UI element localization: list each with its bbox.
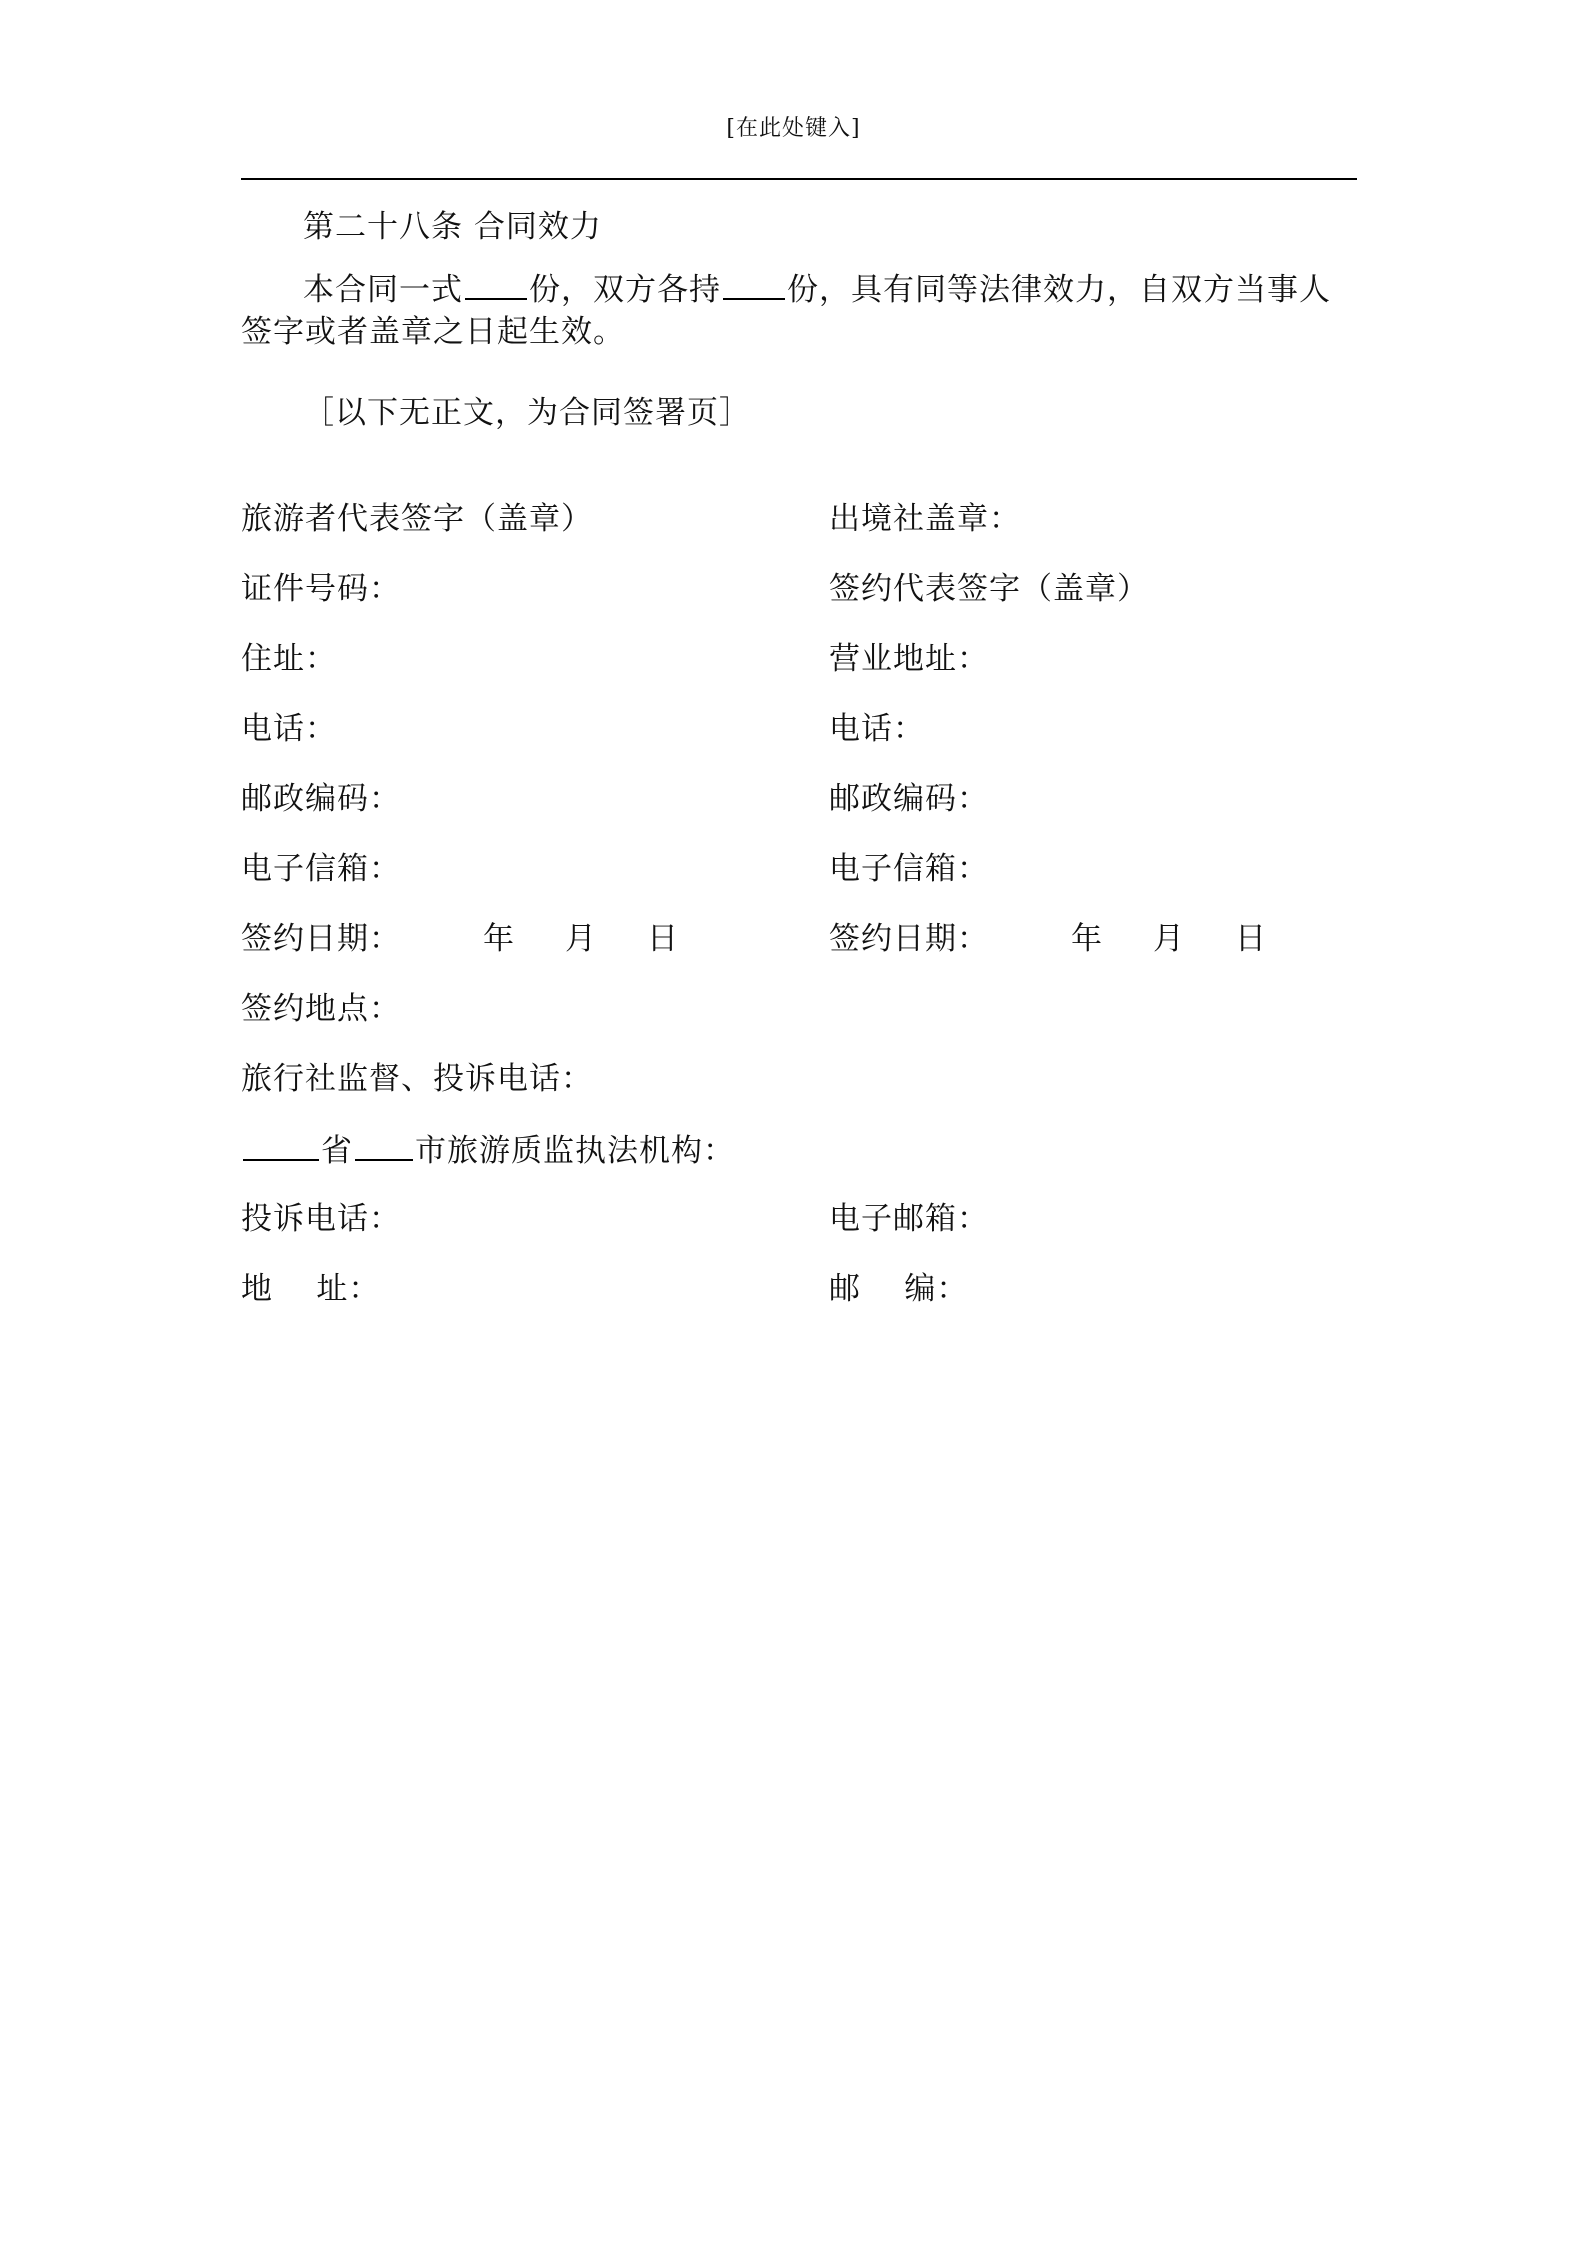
agency-postcode-label: 邮政编码： — [829, 781, 989, 817]
copies-total-blank[interactable] — [465, 266, 527, 300]
tourist-sign-date — [241, 917, 679, 961]
tourist-date-year: 年 — [483, 921, 515, 957]
authority-postcode-label: 邮 编： — [829, 1271, 969, 1307]
signature-row-2 — [241, 567, 1357, 611]
authority-label: 市旅游质监执法机构： — [415, 1133, 735, 1169]
signature-row-3 — [241, 637, 1357, 681]
paragraph-part-2: 份，双方各持 — [529, 272, 721, 308]
supervision-row-3 — [241, 1197, 1357, 1241]
authority-email-label: 电子邮箱： — [829, 1201, 989, 1237]
agency-sign-date — [829, 917, 1267, 961]
city-blank[interactable] — [355, 1127, 413, 1161]
tourist-rep-signature-label: 旅游者代表签字（盖章） — [241, 501, 593, 537]
page-header: [在此处键入] — [726, 116, 861, 141]
supervision-row-2 — [241, 1127, 1357, 1171]
signature-row-8 — [241, 987, 1357, 1031]
agency-date-label: 签约日期： — [829, 921, 989, 957]
agency-complaint-phone-label: 旅行社监督、投诉电话： — [241, 1061, 593, 1097]
province-blank[interactable] — [243, 1127, 319, 1161]
complaint-phone-label: 投诉电话： — [241, 1201, 401, 1237]
tourist-date-day: 日 — [647, 921, 679, 957]
signature-row-5 — [241, 777, 1357, 821]
authority-line — [241, 1127, 735, 1173]
signature-row-1 — [241, 497, 1357, 541]
supervision-row-1 — [241, 1057, 1357, 1101]
sign-place-label: 签约地点： — [241, 991, 401, 1027]
signature-row-4 — [241, 707, 1357, 751]
tourist-address-label: 住址： — [241, 641, 337, 677]
agency-rep-signature-label: 签约代表签字（盖章） — [829, 571, 1149, 607]
paragraph-part-3: 份，具有同等法律效力，自双方当事人签字或者盖章之日起生效。 — [241, 272, 1331, 350]
authority-address-label: 地 址： — [241, 1271, 381, 1307]
agency-date-month: 月 — [1153, 921, 1185, 957]
tourist-phone-label: 电话： — [241, 711, 337, 747]
agency-date-year: 年 — [1071, 921, 1103, 957]
agency-email-label: 电子信箱： — [829, 851, 989, 887]
paragraph-part-1: 本合同一式 — [303, 272, 463, 308]
agency-seal-label: 出境社盖章： — [829, 501, 1021, 537]
id-number-label: 证件号码： — [241, 571, 401, 607]
business-address-label: 营业地址： — [829, 641, 989, 677]
tourist-postcode-label: 邮政编码： — [241, 781, 401, 817]
signature-row-7 — [241, 917, 1357, 961]
province-label: 省 — [321, 1133, 353, 1169]
article-title: 第二十八条 合同效力 — [303, 209, 602, 245]
tourist-date-label: 签约日期： — [241, 921, 401, 957]
closing-note: ［以下无正文，为合同签署页］ — [303, 395, 751, 431]
article-paragraph — [241, 266, 1357, 353]
agency-phone-label: 电话： — [829, 711, 925, 747]
agency-date-day: 日 — [1235, 921, 1267, 957]
signature-row-6 — [241, 847, 1357, 891]
copies-each-blank[interactable] — [723, 266, 785, 300]
tourist-date-month: 月 — [565, 921, 597, 957]
tourist-email-label: 电子信箱： — [241, 851, 401, 887]
header-divider — [241, 178, 1357, 180]
supervision-row-4 — [241, 1267, 1357, 1311]
